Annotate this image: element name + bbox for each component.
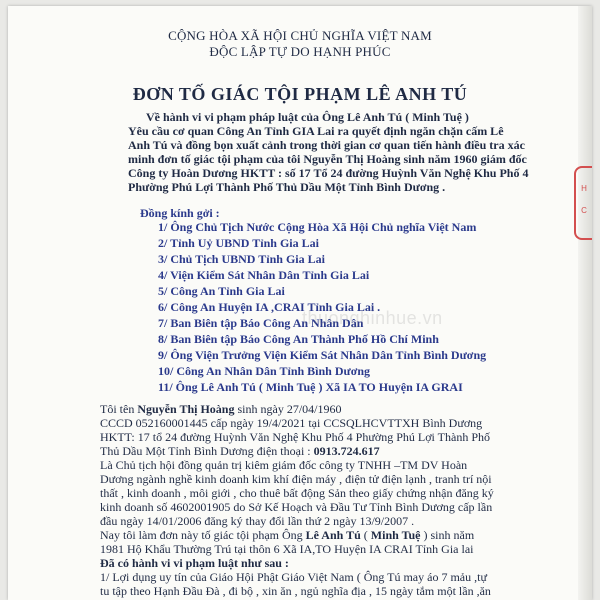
recipient-item: 4/ Viện Kiểm Sát Nhân Dân Tỉnh Gia Lai [158,268,370,282]
body-line-13: 1/ Lợi dụng uy tín của Giáo Hội Phật Giáo Việt Nam ( Ông Tú may áo 7 mảu ,tự [100,570,487,584]
body-line-6: Dương ngành nghề kinh doanh kim khí điện máy , điện tử điện lạnh , tranh trí nội [100,472,492,486]
recipient-item: 7/ Ban Biên tập Báo Công An Nhân Dân [158,316,364,330]
body-line-5: Là Chủ tịch hội đồng quản trị kiêm giám đốc công ty TNHH –TM DV Hoàn [100,458,468,472]
body-line-8: kinh doanh số 4602001905 do Sở Kế Hoạch và Đầu Tư Tỉnh Bình Dương cấp lần [100,500,493,514]
body-line-1: Tôi tên Nguyễn Thị Hoàng sinh ngày 27/04/1960 [100,402,342,416]
body-line-7: thất , kinh doanh , môi giới , cho thuê bất động Sản theo giấy chứng nhận đăng ký [100,486,494,500]
national-motto-line2: ĐỘC LẬP TỰ DO HẠNH PHÚC [209,44,391,59]
recipient-item: 9/ Ông Viện Trưởng Viện Kiểm Sát Nhân Dân Tỉnh Bình Dương [158,348,487,362]
recipient-item: 1/ Ông Chủ Tịch Nước Cộng Hòa Xã Hội Chủ nghĩa Việt Nam [158,220,477,234]
body-line-2: CCCD 052160001445 cấp ngày 19/4/2021 tại CCSQLHCVTTXH Bình Dương [100,416,483,430]
intro-line-3: Anh Tú và đồng bọn xuất cảnh trong thời gian cơ quan tiến hành điều tra xác [128,138,525,152]
intro-line-4: minh đơn tố giác tội phạm của tôi Nguyễn Thị Hoàng sinh năm 1960 giám đốc [128,152,527,166]
document-title: ĐƠN TỐ GIÁC TỘI PHẠM LÊ ANH TÚ [132,84,468,104]
intro-line-5: Công ty Hoàn Dương HKTT : số 17 Tổ 24 đường Huỳnh Văn Nghệ Khu Phố 4 [128,166,529,180]
intro-line-1: Về hành vi vi phạm pháp luật của Ông Lê Anh Tú ( Minh Tuệ ) [146,110,469,124]
body-line-14: tu tập theo Hạnh Đầu Đà , đi bộ , xin ăn , ngủ nghĩa địa , 15 ngày tắm một lần ,ăn [100,584,491,598]
body-line-11: 1981 Hộ Khẩu Thường Trú tại thôn 6 Xã IA,TO Huyện IA CRAI Tỉnh Gia lai [100,542,474,556]
recipient-item: 5/ Công An Tỉnh Gia Lai [158,284,285,298]
recipient-item: 8/ Ban Biên tập Báo Công An Thành Phố Hồ Chí Minh [158,332,439,346]
body-line-3: HKTT: 17 tổ 24 đường Huỳnh Văn Nghệ Khu Phố 4 Phường Phú Lợi Thành Phố [100,430,491,444]
recipients-heading: Đồng kính gởi : [140,206,220,220]
national-motto-line1: CỘNG HÒA XÃ HỘI CHỦ NGHĨA VIỆT NAM [168,28,432,43]
body-line-10: Nay tôi làm đơn này tố giác tội phạm Ông Lê Anh Tú ( Minh Tuệ ) sinh năm [100,528,475,542]
recipient-item: 6/ Công An Huyện IA ,CRAI Tỉnh Gia Lai . [158,300,381,314]
intro-line-6: Phường Phú Lợi Thành Phố Thủ Dầu Một Tỉnh Bình Dương . [128,180,446,194]
watermark: thuonghinhue.vn [302,308,443,328]
body-line-12: Đã có hành vi vi phạm luật như sau : [100,556,289,570]
red-stamp-fragment: H C [574,166,592,240]
recipient-item: 3/ Chủ Tịch UBND Tỉnh Gia Lai [158,252,325,266]
body-line-9: đầu ngày 14/01/2006 đăng ký thay đổi lần thứ 2 ngày 13/9/2007 . [100,514,415,528]
body-line-4: Thủ Dầu Một Tỉnh Bình Dương điện thoại : 0913.724.617 [100,444,380,458]
recipient-item: 10/ Công An Nhân Dân Tỉnh Bình Dương [158,364,371,378]
recipient-item: 11/ Ông Lê Anh Tú ( Minh Tuệ ) Xã IA TO Huyện IA GRAI [158,380,463,394]
document-page [8,6,592,600]
recipient-item: 2/ Tỉnh Uỷ UBND Tỉnh Gia Lai [158,236,319,250]
intro-line-2: Yêu cầu cơ quan Công An Tỉnh GIA Lai ra quyết định ngăn chặn cấm Lê [128,124,504,138]
